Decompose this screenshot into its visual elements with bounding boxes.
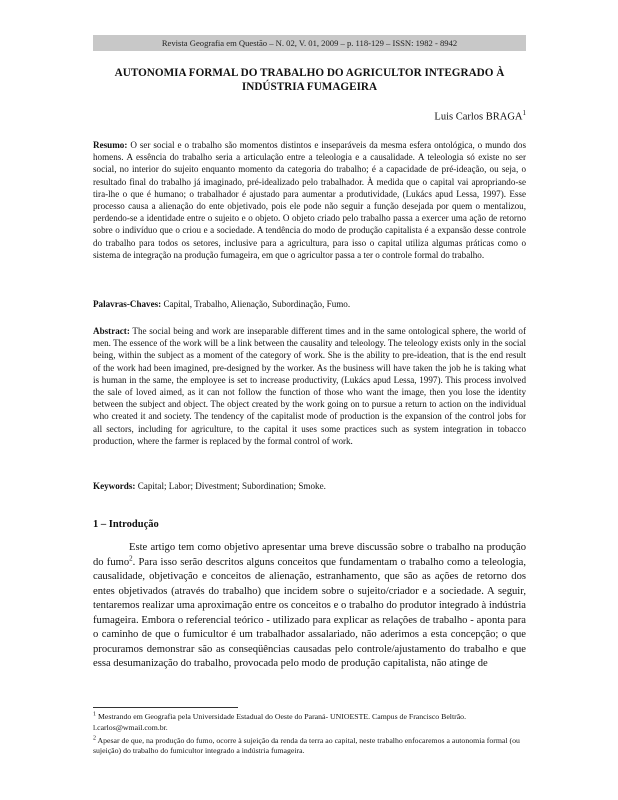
- footnote-1-text: Mestrando em Geografia pela Universidade Estadual do Oeste do Paraná- UNIOESTE. Campus de Francisco Beltrão. l.carlos@wmail.com.br.: [93, 712, 467, 732]
- author-footnote-mark: 1: [522, 109, 526, 117]
- footnote-divider: [93, 707, 238, 708]
- author-name: Luis Carlos BRAGA: [434, 111, 523, 123]
- resumo-text: O ser social e o trabalho são momentos distintos e inseparáveis da mesma esfera ontológica, o mundo dos homens. A essência do trabalho seria a articulação entre a teleologia e a causalidade. A teleologia só existe no ser social, no interior do sujeito enquanto momento da categoria do trabalho; é a capacidade de pré-ideação, ou seja, o resultado final do trabalho já imaginado, pré-idealizado pelo trabalhador. À medida que o capital vai apropriando-se tira-lhe o que é humano; o trabalhador é ajustado para aumentar a produtividade, (Lukács apud Lessa, 1997). Esse processo causa a alienação do ente objetivado, pois ele pode não seguir a função desejada por quem o mentalizou, perdendo-se a identidade entre o sujeito e o objeto. O objeto criado pelo trabalho passa a exercer uma ação de retorno sobre o indivíduo que o criou e a sociedade. A tendência do modo de produção capitalista é a expansão desse controle do trabalho para todos os setores, inclusive para a agricultura, para isso o capital utiliza algumas práticas como o sistema de integração na produção fumageira, em que o agricultor passa a ter o controle formal do trabalho.: [93, 140, 527, 260]
- journal-citation: Revista Geografia em Questão – N. 02, V. 01, 2009 – p. 118-129 – ISSN: 1982 - 8942: [161, 38, 458, 48]
- article-title: AUTONOMIA FORMAL DO TRABALHO DO AGRICULTOR INTEGRADO À INDÚSTRIA FUMAGEIRA: [114, 67, 505, 93]
- footnote-2: [93, 736, 526, 758]
- keywords-text: Capital; Labor; Divestment; Subordination; Smoke.: [137, 481, 326, 491]
- resumo-label: Resumo:: [93, 140, 128, 150]
- resumo-paragraph: [93, 139, 526, 261]
- palavras-chaves-paragraph: [93, 298, 526, 310]
- introduction-paragraph: [93, 541, 526, 672]
- introduction-text-part1: Este artigo tem como objetivo apresentar uma breve discussão sobre o trabalho na produção do fumo: [93, 542, 526, 568]
- author-line: [434, 107, 526, 124]
- footnote-2-text: Apesar de que, na produção do fumo, ocorre à sujeição da renda da terra ao capital, neste trabalho enfocaremos a autonomia formal (ou sujeição) do trabalho do fumicultor integrado a indústria fumageira.: [93, 735, 520, 756]
- footnote-1-mark: 1: [93, 711, 96, 718]
- footnote-2-mark: 2: [93, 735, 96, 741]
- keywords-paragraph: [93, 480, 526, 492]
- abstract-text: The social being and work are inseparable different times and in the same ontological sphere, the world of men. The essence of the work will be a link between the causality and teleology. The teleology exists only in the social being, within the subject as a moment of the category of work. She is the ability to pre-ideation, that is the end result of the work had been imagined, pre-designed by the worker. As the business will have taken the job he is taking what is human in the same, the employee is set to increase productivity, (Lukács apud Lessa, 1997). This process involved the sale of loved aimed, as it can not follow the function of those who want the image, then you lose the identity between the subject and object. The object created by the work going on to pursue a return to action on the individual who created it and society. The tendency of the capitalist mode of production is the expansion of the control jobs for all sectors, including for agriculture, to the capital it uses some practices such as system integration in tobacco production, where the farmer is replaced by the formal control of work.: [93, 326, 527, 446]
- abstract-label: Abstract:: [93, 326, 130, 336]
- journal-header: [93, 35, 526, 51]
- introduction-text-part2: . Para isso serão descritos alguns conceitos que fundamentam o trabalho como a teleologia, causalidade, objetivação e conceitos de alienação, estranhamento, que são as ações de retorno dos entes objetivados (através do trabalho) que incidem sobre o sujeito/criador e a sociedade. A seguir, tentaremos realizar uma aproximação entre os conceitos e o trabalho do produtor integrado à indústria fumageira. Embora o referencial teórico - utilizado para explicar as relações de trabalho - aponta para o caminho de que o fumicultor é um trabalhador assalariado, não aderimos a esta concepção; o que procuramos demonstrar são as conseqüências causadas pelo controle/ajustamento do trabalho e que essa desumanização do trabalho, provocada pelo modo de produção capitalista, não atinge de: [93, 556, 526, 669]
- abstract-paragraph: [93, 325, 526, 447]
- introduction-footnote-mark: 2: [129, 553, 133, 562]
- palavras-chaves-text: Capital, Trabalho, Alienação, Subordinação, Fumo.: [163, 299, 351, 309]
- palavras-chaves-label: Palavras-Chaves:: [93, 299, 162, 309]
- footnotes: [93, 712, 526, 759]
- keywords-label: Keywords:: [93, 481, 136, 491]
- footnote-1: [93, 712, 526, 734]
- section-heading-introducao: 1 – Introdução: [93, 519, 159, 530]
